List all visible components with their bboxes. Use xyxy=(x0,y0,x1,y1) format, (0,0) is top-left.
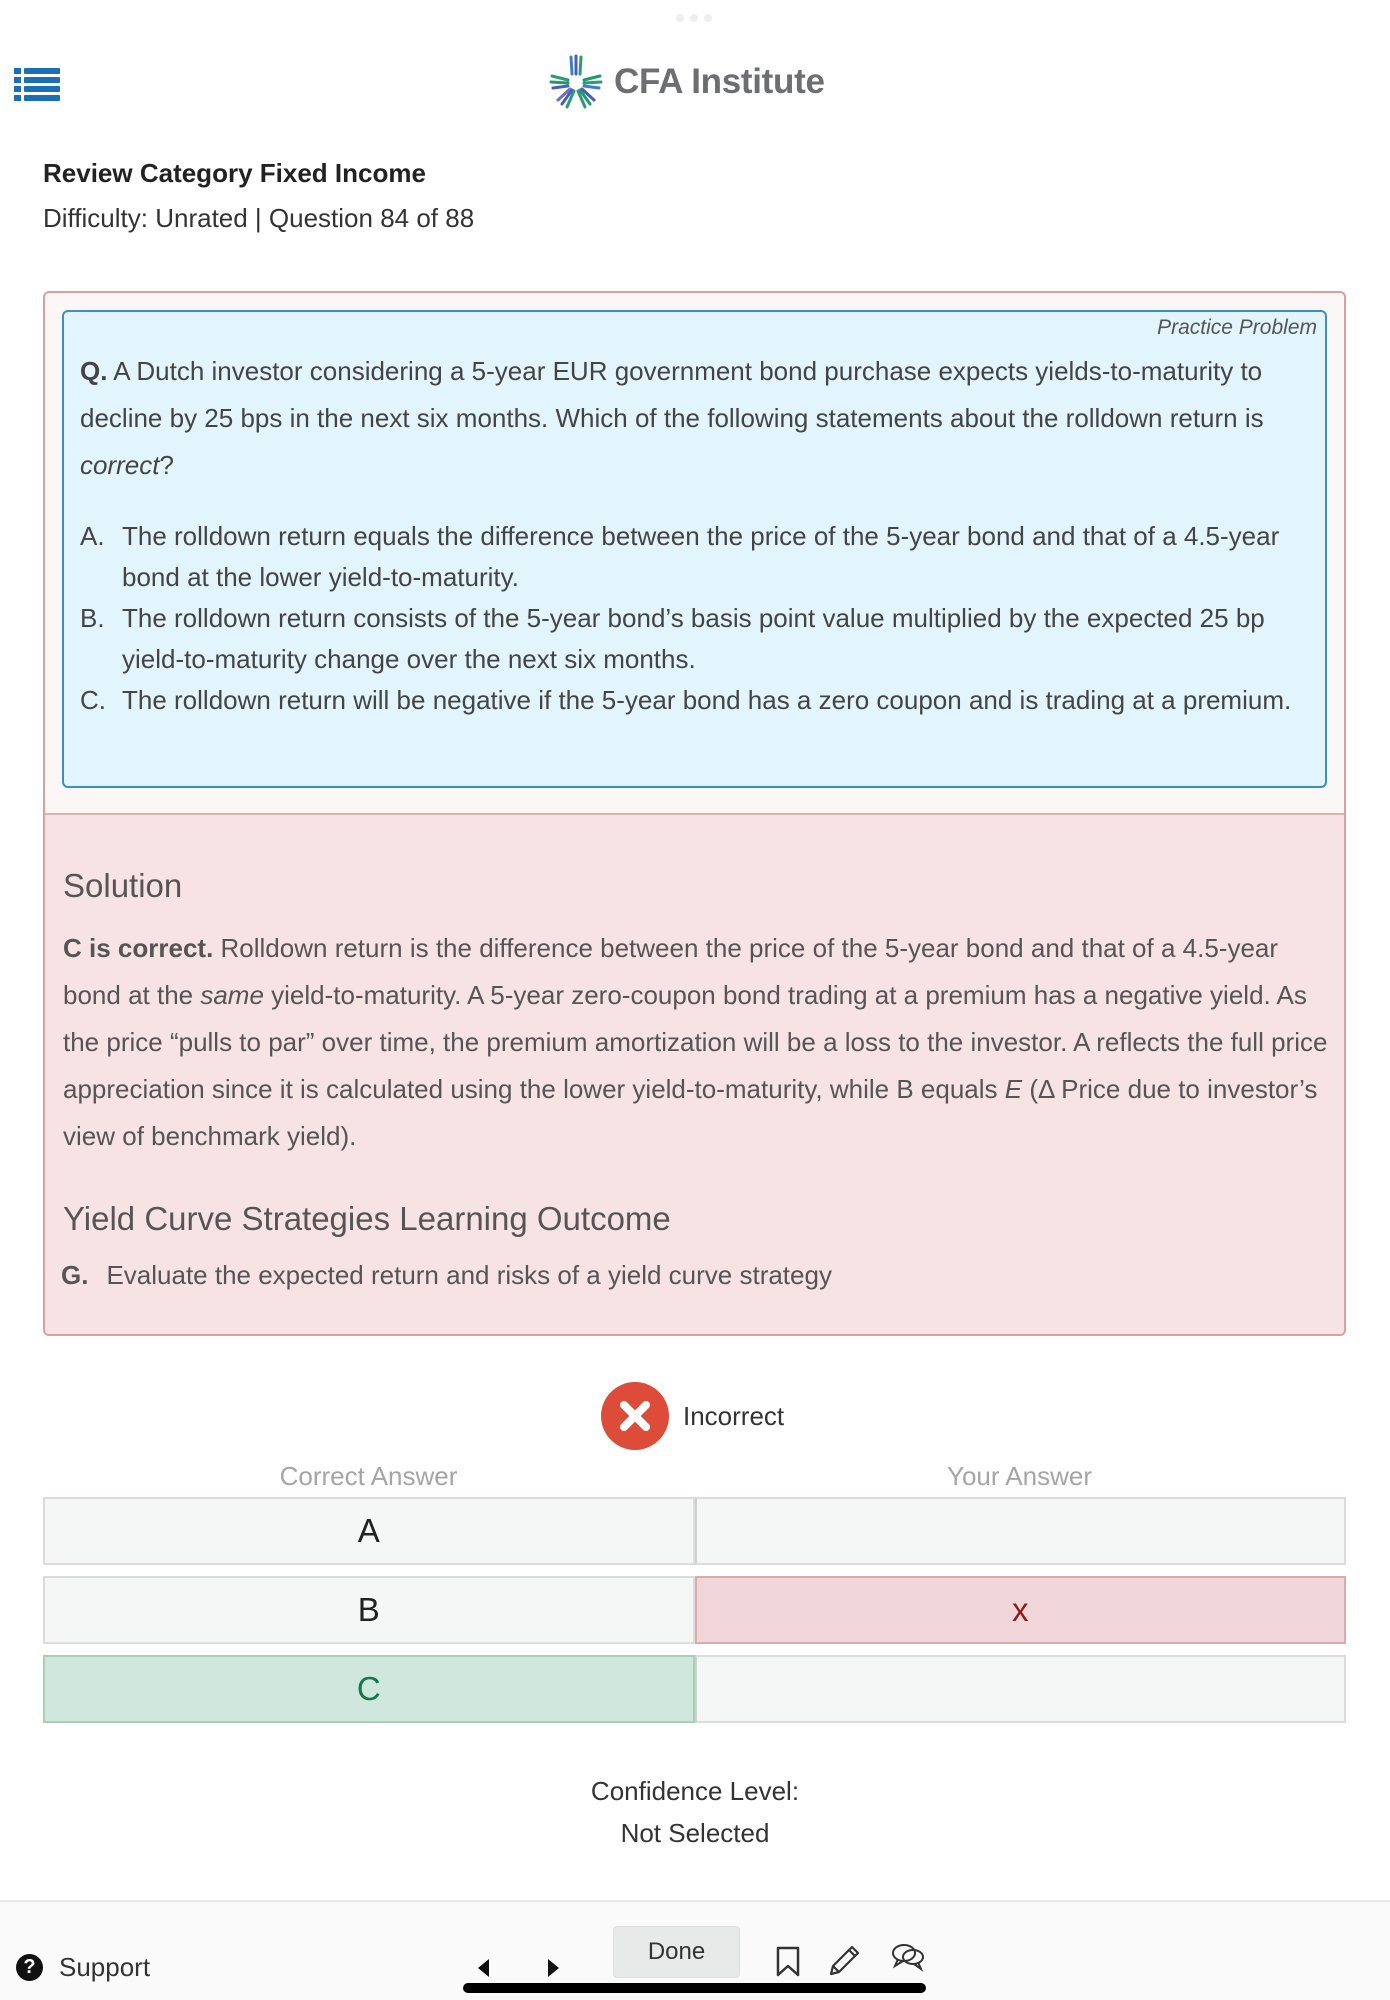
learning-outcome-item xyxy=(61,1260,832,1291)
your-answer-cell xyxy=(695,1497,1347,1565)
drag-handle[interactable] xyxy=(676,14,712,22)
logo-text: CFA Institute xyxy=(614,62,825,101)
question-prefix: Q. xyxy=(80,356,108,386)
support-button[interactable] xyxy=(16,1952,150,1983)
option-letter: C. xyxy=(80,685,106,715)
confidence-level xyxy=(0,1770,1390,1854)
solution-title: Solution xyxy=(63,867,183,904)
result-label: Incorrect xyxy=(683,1400,785,1431)
confidence-value: Not Selected xyxy=(620,1818,770,1848)
support-label: Support xyxy=(59,1952,151,1982)
done-button[interactable]: Done xyxy=(613,1926,740,1978)
solution-part: Rolldown return is the difference between the price of the 5-year bond and that of a 4.5-year bond at the xyxy=(63,933,1279,1010)
correct-answer-cell-highlighted: C xyxy=(43,1655,695,1723)
next-arrow-icon[interactable] xyxy=(548,1959,559,1977)
result-status xyxy=(601,1382,784,1450)
question-text xyxy=(80,348,1310,489)
learning-outcome-text: Evaluate the expected return and risks of a yield curve strategy xyxy=(106,1260,832,1290)
practice-problem-tag: Practice Problem xyxy=(1157,316,1317,339)
question-emphasis: correct xyxy=(80,450,160,480)
answer-row xyxy=(43,1655,1346,1723)
your-answer-cell xyxy=(695,1655,1347,1723)
solution-emphasis: same xyxy=(200,980,264,1010)
menu-list-button[interactable] xyxy=(14,68,60,104)
cfa-starburst-icon xyxy=(546,52,606,112)
list-icon xyxy=(14,68,60,101)
option-text: The rolldown return equals the difference between the price of the 5-year bond and that of a 4.5-year bond at the lower yield-to-maturity. xyxy=(122,521,1280,592)
solution-part: yield-to-maturity. A 5-year zero-coupon bond trading at a premium has a negative yield. As the price “pulls to par” over time, the premium amortization will be a loss to the investor. A reflects the full price appreciation since it is calculated using the lower yield-to-maturity, while B equals xyxy=(63,980,1328,1104)
your-answer-header: Your Answer xyxy=(946,1461,1093,1491)
option-letter: B. xyxy=(80,603,105,633)
question-panel xyxy=(62,310,1327,788)
question-stem: A Dutch investor considering a 5-year EUR government bond purchase expects yields-to-maturity to decline by 25 bps in the next six months. Which of the following statements about the rolldown return is xyxy=(80,356,1264,433)
option-text: The rolldown return will be negative if the 5-year bond has a zero coupon and is trading at a premium. xyxy=(122,685,1292,715)
learning-outcome-title: Yield Curve Strategies Learning Outcome xyxy=(63,1200,671,1237)
confidence-label: Confidence Level: xyxy=(590,1776,800,1806)
answer-options xyxy=(80,516,1310,721)
bottom-toolbar xyxy=(0,1900,1390,2000)
solution-emphasis: E xyxy=(1004,1074,1023,1104)
solution-panel xyxy=(45,813,1344,1336)
question-card xyxy=(43,291,1346,1336)
option-letter: A. xyxy=(80,521,105,551)
previous-arrow-icon[interactable] xyxy=(478,1959,489,1977)
pencil-icon[interactable] xyxy=(827,1940,863,1981)
answer-row xyxy=(43,1576,1346,1644)
learning-outcome-letter: G. xyxy=(61,1260,89,1290)
correct-answer-header: Correct Answer xyxy=(279,1461,458,1491)
answer-row xyxy=(43,1497,1346,1565)
your-answer-cell-selected: x xyxy=(695,1576,1347,1644)
difficulty-question-count: Difficulty: Unrated | Question 84 of 88 xyxy=(43,203,475,233)
correct-answer-cell: B xyxy=(43,1576,695,1644)
question-meta xyxy=(43,158,474,234)
option-c xyxy=(80,680,1310,721)
question-circle-icon: ? xyxy=(16,1954,43,1981)
review-category-title: Review Category Fixed Income xyxy=(43,158,426,188)
correct-answer-cell: A xyxy=(43,1497,695,1565)
home-indicator xyxy=(463,1983,926,1993)
cfa-logo xyxy=(546,52,825,112)
solution-text xyxy=(63,925,1333,1160)
option-a xyxy=(80,516,1310,598)
option-text: The rolldown return consists of the 5-year bond’s basis point value multiplied by the expected 25 bp yield-to-maturity change over the next six months. xyxy=(122,603,1265,674)
bookmark-icon[interactable] xyxy=(775,1946,801,1983)
question-stem-end: ? xyxy=(159,450,174,480)
solution-lead: C is correct. xyxy=(63,933,214,963)
comments-icon[interactable] xyxy=(890,1942,926,1977)
incorrect-x-icon xyxy=(601,1382,669,1450)
option-b xyxy=(80,598,1310,680)
solution-part: (Δ Price due to investor’s view of benchmark yield). xyxy=(63,1074,1318,1151)
